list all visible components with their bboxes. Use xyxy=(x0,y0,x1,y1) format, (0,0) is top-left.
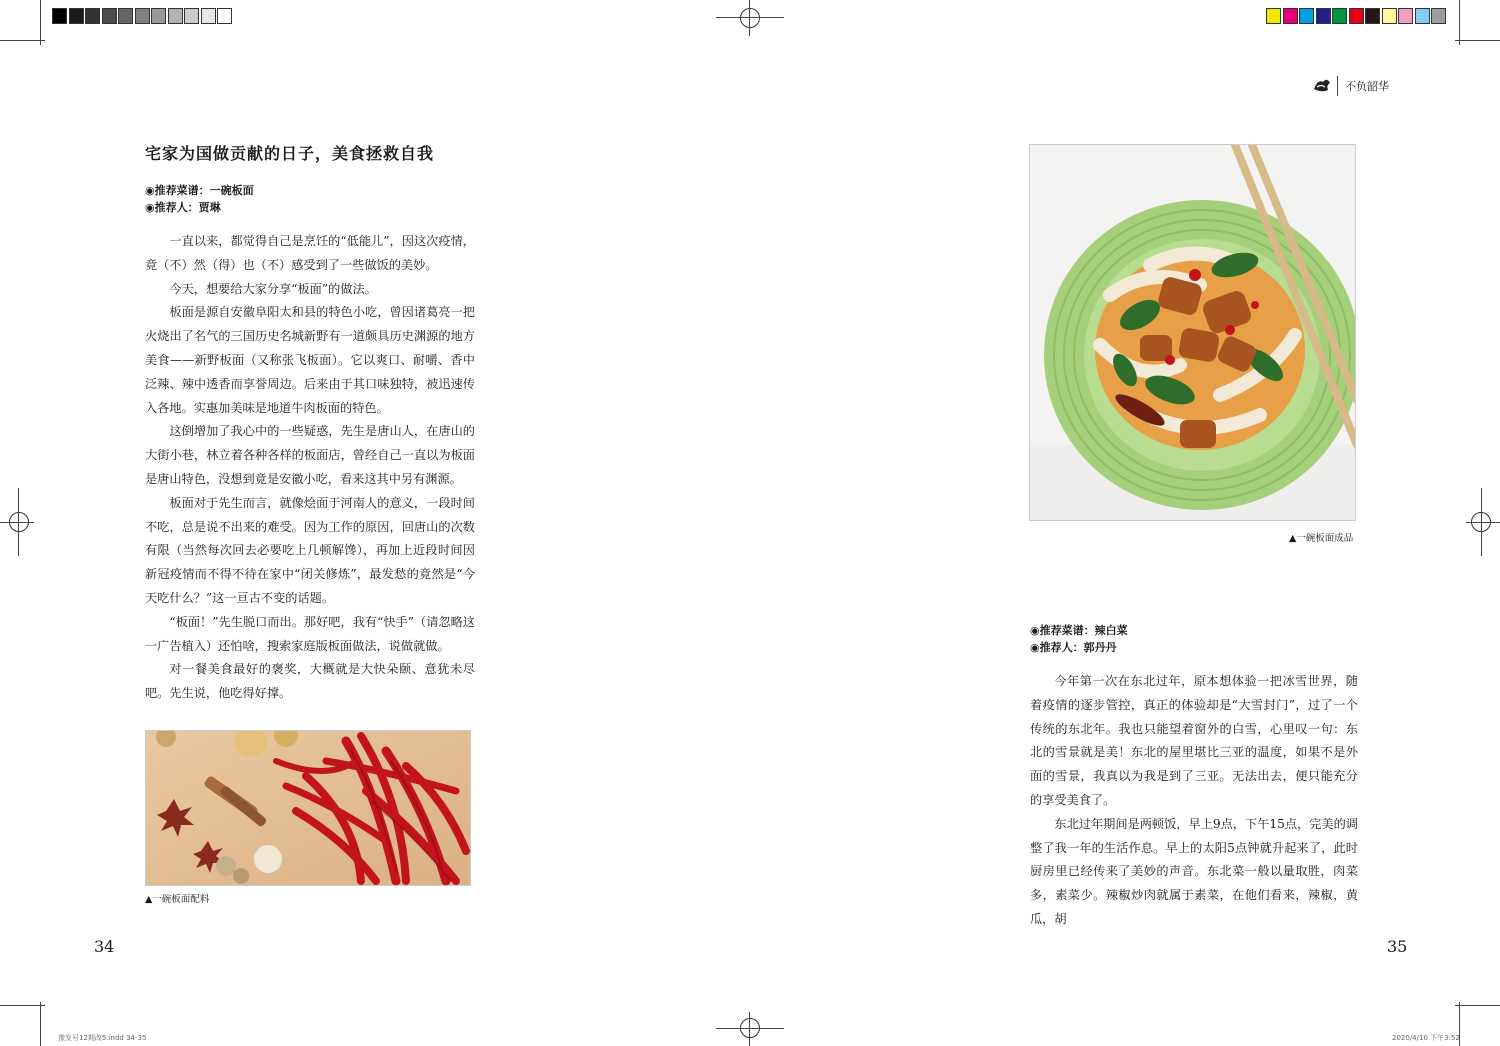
recipe-label: ◉推荐菜谱：一碗板面 xyxy=(145,184,254,197)
color-swatch xyxy=(1316,8,1331,24)
paragraph: 这倒增加了我心中的一些疑惑，先生是唐山人，在唐山的大街小巷，林立着各种各样的板面店，曾经自己一直以为板面是唐山特色，没想到竟是安徽小吃，看来这其中另有渊源。 xyxy=(145,424,475,486)
color-swatch xyxy=(1349,8,1364,24)
gray-swatch xyxy=(168,8,183,24)
paragraph: 板面是源自安徽阜阳太和县的特色小吃，曾因诸葛亮一把火烧出了名气的三国历史名城新野有一道颇具历史渊源的地方美食——新野板面（又称张飞板面）。它以爽口、耐嚼、香中泛辣、辣中透香而享誉周边。后来由于其口味独特，被迅速传入各地。实惠加美味是地道牛肉板面的特色。 xyxy=(145,305,475,415)
color-swatch xyxy=(1332,8,1347,24)
gray-swatch xyxy=(118,8,133,24)
crop-mark xyxy=(0,1005,45,1006)
spices-caption: ▲一碗板面配料 xyxy=(145,894,210,905)
gray-swatch xyxy=(217,8,232,24)
gray-swatch xyxy=(151,8,166,24)
paragraph: 今年第一次在东北过年，原本想体验一把冰雪世界，随着疫情的逐步管控，真正的体验却是“大雪封门”，过了一个传统的东北年。我也只能望着窗外的白雪，心里叹一句：东北的雪景就是美！东北的屋里堪比三亚的温度，如果不是外面的雪景，我真以为我是到了三亚。无法出去，便只能充分的享受美食了。 xyxy=(1030,674,1358,807)
color-swatch xyxy=(1299,8,1314,24)
page-number-left: 34 xyxy=(94,937,115,956)
color-swatch xyxy=(1431,8,1446,24)
gray-swatch xyxy=(201,8,216,24)
crop-mark xyxy=(1455,40,1500,41)
recipe-label: ◉推荐菜谱：辣白菜 xyxy=(1030,624,1128,637)
paragraph: 东北过年期间是两顿饭，早上9点，下午15点，完美的调整了我一年的生活作息。早上的太阳5点钟就升起来了，此时厨房里已经传来了美妙的声音。东北菜一般以量取胜，肉菜多，素菜少。辣椒炒肉就属于素菜，在他们看来，辣椒，黄瓜，胡 xyxy=(1030,816,1358,926)
gray-swatch xyxy=(69,8,84,24)
color-swatch xyxy=(1382,8,1397,24)
noodle-bowl-photo xyxy=(1029,144,1356,521)
gray-swatch xyxy=(102,8,117,24)
gray-swatch xyxy=(52,8,67,24)
color-swatch xyxy=(1415,8,1430,24)
noodle-caption: ▲一碗板面成品 xyxy=(1289,533,1354,544)
crop-mark xyxy=(0,40,45,41)
color-swatch xyxy=(1266,8,1281,24)
gray-swatch xyxy=(184,8,199,24)
gray-swatch xyxy=(85,8,100,24)
paragraph: “板面！”先生脱口而出。那好吧，我有“快手”（请忽略这一广告植入）还怕啥，搜索家庭版板面做法，说做就做。 xyxy=(145,614,475,653)
right-article-body xyxy=(1030,670,1358,932)
paragraph: 今天，想要给大家分享“板面”的做法。 xyxy=(169,281,377,296)
crop-mark xyxy=(40,1002,41,1046)
paragraph: 对一餐美食最好的褒奖，大概就是大快朵颐、意犹未尽吧。先生说，他吃得好撑。 xyxy=(145,662,475,701)
color-swatch xyxy=(1365,8,1380,24)
crop-mark xyxy=(1455,1005,1500,1006)
timestamp: 2020/4/10 下午3:52 xyxy=(1392,1034,1460,1042)
paragraph: 板面对于先生而言，就像烩面于河南人的意义，一段时间不吃，总是说不出来的难受。因为工作的原因，回唐山的次数有限（当然每次回去必要吃上几顿解馋），再加上近段时间因新冠疫情而不得不待在家中“闭关修炼”，最发愁的竟然是“今天吃什么？”这一亘古不变的话题。 xyxy=(145,495,475,605)
page-number-right: 35 xyxy=(1387,937,1408,956)
header-brand: 不负韶华 xyxy=(1345,80,1389,93)
brand-logo-icon xyxy=(1312,76,1332,98)
header-divider xyxy=(1337,76,1338,96)
color-swatch xyxy=(1398,8,1413,24)
crop-mark xyxy=(1459,0,1460,45)
recommender-label: ◉推荐人：郭丹丹 xyxy=(1030,641,1117,654)
color-swatch xyxy=(1283,8,1298,24)
article-title: 宅家为国做贡献的日子，美食拯救自我 xyxy=(145,144,435,163)
paragraph: 一直以来，都觉得自己是烹饪的“低能儿”，因这次疫情，竟（不）然（得）也（不）感受到了一些做饭的美妙。 xyxy=(145,234,475,272)
file-info: 豫发号12期改5.indd 34-35 xyxy=(58,1034,147,1042)
recommender-label: ◉推荐人：贾琳 xyxy=(145,201,221,214)
left-article-body xyxy=(145,230,475,706)
crop-mark xyxy=(40,0,41,45)
spices-photo xyxy=(145,730,471,886)
gray-swatch xyxy=(135,8,150,24)
